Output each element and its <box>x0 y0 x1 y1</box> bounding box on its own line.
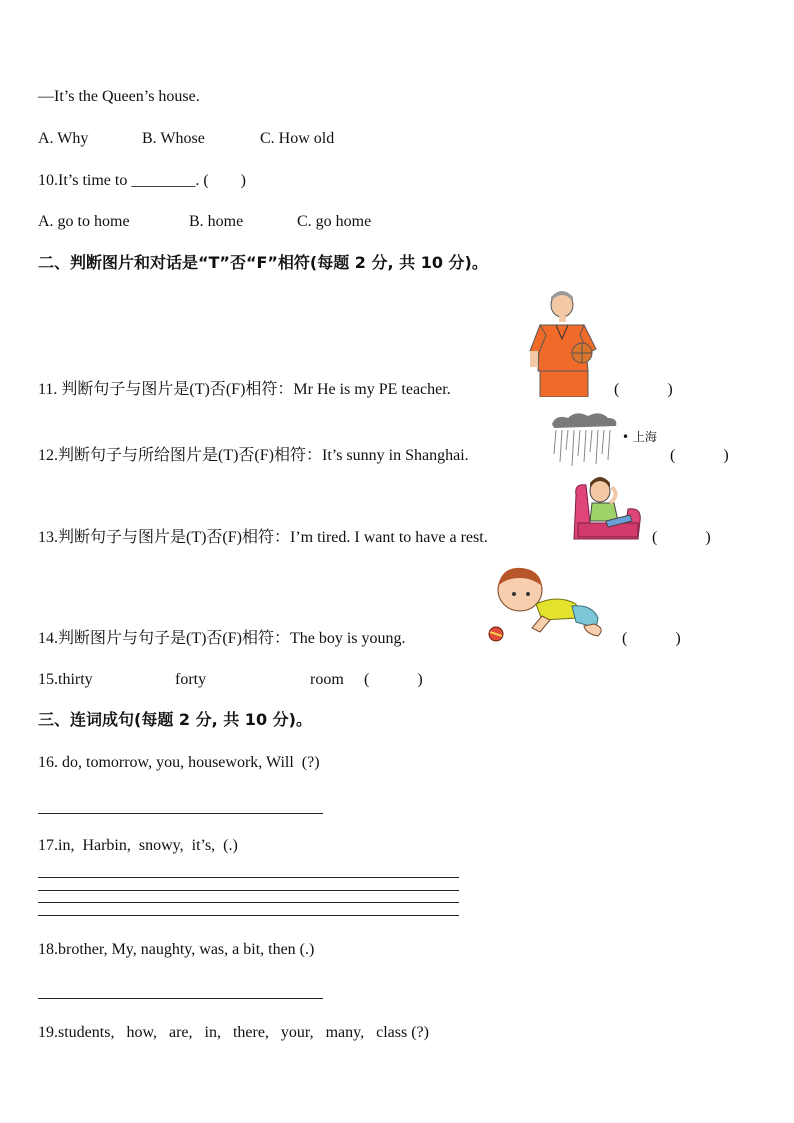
q9-option-b: B. Whose <box>142 130 205 147</box>
q9-option-c: C. How old <box>260 130 335 147</box>
section-3-heading: 三、连词成句(每题 2 分, 共 10 分)。 <box>38 710 312 729</box>
q14-answer-bracket[interactable]: ( ) <box>622 630 681 647</box>
q17-answer-line-1[interactable] <box>38 877 459 878</box>
q15-word-1: 15.thirty <box>38 671 93 688</box>
q17-answer-line-3[interactable] <box>38 902 459 903</box>
q12-text: 12.判断句子与所给图片是(T)否(F)相符：It’s sunny in Shanghai. <box>38 447 469 464</box>
q18-text: 18.brother, My, naughty, was, a bit, then (.) <box>38 941 315 958</box>
q16-answer-line[interactable] <box>38 813 323 814</box>
q17-text: 17.in, Harbin, snowy, it’s, (.) <box>38 837 238 854</box>
q10-option-c: C. go home <box>297 213 372 230</box>
q10-option-b: B. home <box>189 213 244 230</box>
q19-text: 19.students, how, are, in, there, your, many, class (?) <box>38 1024 429 1041</box>
q9-answer-line: —It’s the Queen’s house. <box>38 88 200 105</box>
resting-person-picture <box>566 475 644 545</box>
q15-word-2: forty <box>175 671 207 688</box>
q11-text: 11. 判断句子与图片是(T)否(F)相符：Mr He is my PE teacher. <box>38 381 451 398</box>
q10-stem: 10.It’s time to ________. ( ) <box>38 172 246 189</box>
q13-text: 13.判断句子与图片是(T)否(F)相符：I’m tired. I want to have a rest. <box>38 529 488 546</box>
q13-answer-bracket[interactable]: ( ) <box>652 529 711 546</box>
q10-option-a: A. go to home <box>38 213 130 230</box>
q18-answer-line[interactable] <box>38 998 323 999</box>
crawling-boy-picture <box>486 564 606 646</box>
q17-answer-line-4[interactable] <box>38 915 459 916</box>
q16-text: 16. do, tomorrow, you, housework, Will (?) <box>38 754 320 771</box>
rain-cloud-picture <box>548 410 620 468</box>
q14-text: 14.判断图片与句子是(T)否(F)相符：The boy is young. <box>38 630 406 647</box>
q11-answer-bracket[interactable]: ( ) <box>614 381 673 398</box>
q15-answer-bracket[interactable]: ( ) <box>364 671 423 688</box>
q15-word-3: room <box>310 671 344 688</box>
q9-option-a: A. Why <box>38 130 89 147</box>
pe-teacher-picture <box>526 291 602 397</box>
shanghai-map-label: • 上海 <box>622 430 657 444</box>
q12-answer-bracket[interactable]: ( ) <box>670 447 729 464</box>
section-2-heading: 二、判断图片和对话是“T”否“F”相符(每题 2 分, 共 10 分)。 <box>38 253 488 272</box>
q17-answer-line-2[interactable] <box>38 890 459 891</box>
